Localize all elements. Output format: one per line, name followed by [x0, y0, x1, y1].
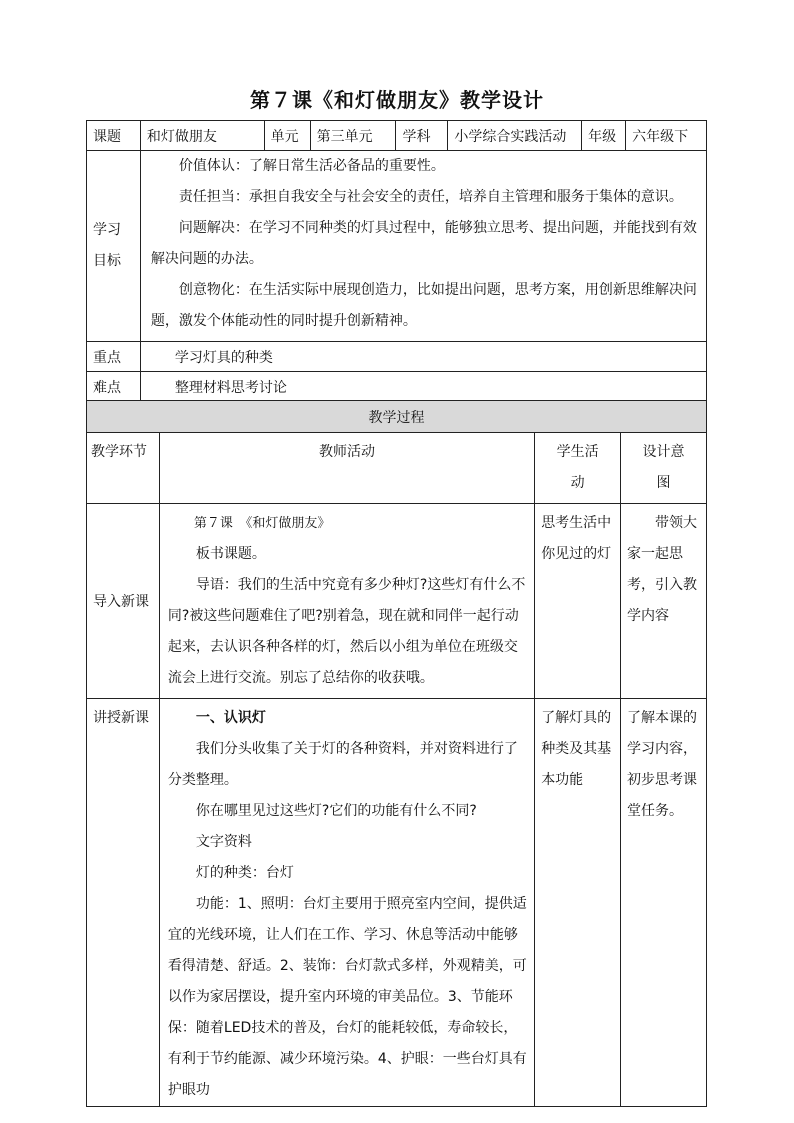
col-design [621, 433, 707, 504]
subject-label: 学科 [396, 121, 448, 151]
info-row [87, 121, 707, 151]
intro-teacher [159, 504, 534, 699]
intro-student: 思考生活中你见过的灯 [535, 504, 621, 699]
new-lesson-para: 你在哪里见过这些灯?它们的功能有什么不同? [195, 803, 477, 819]
new-lesson-heading: 一、认识灯 [195, 710, 266, 726]
key-point-value: 学习灯具的种类 [140, 342, 706, 372]
key-point-row [87, 342, 707, 372]
col-design-line1: 设计意 [642, 444, 685, 460]
new-lesson-para: 功能：1、照明：台灯主要用于照亮室内空间，提供适宜的光线环境，让人们在工作、学习、休息等活动中能够看得清楚、舒适。2、装饰：台灯款式多样，外观精美，可以作为家居摆设，提升室内环境的审美品位。3、节能环保：随着LED技术的普及，台灯的能耗较低，寿命较长，有利于节约能源、减少环境污染。4、护眼：一些台灯具有护眼功 [167, 896, 527, 1098]
objectives-content [140, 151, 706, 342]
objective-item: 价值体认：了解日常生活必备品的重要性。 [178, 158, 445, 174]
new-lesson-para: 我们分头收集了关于灯的各种资料，并对资料进行了分类整理。 [167, 741, 518, 788]
key-point-label: 重点 [87, 342, 141, 372]
process-header-row [87, 401, 707, 433]
objectives-label-line1: 学习 [93, 222, 121, 238]
objective-item: 创意物化：在生活实际中展现创造力，比如提出问题，思考方案，用创新思维解决问题，激发个体能动性的同时提升创新精神。 [150, 282, 697, 329]
course-label: 课题 [87, 121, 141, 151]
grade-label: 年级 [582, 121, 626, 151]
col-teacher: 教师活动 [159, 433, 534, 504]
intro-row [87, 504, 707, 699]
unit-label: 单元 [264, 121, 310, 151]
col-stage: 教学环节 [87, 433, 160, 504]
col-student [535, 433, 621, 504]
new-lesson-para: 文字资料 [195, 834, 252, 850]
course-value: 和灯做朋友 [140, 121, 264, 151]
process-columns-row [87, 433, 707, 504]
unit-value: 第三单元 [310, 121, 396, 151]
intro-lesson-line: 第７课 《和灯做朋友》 [193, 516, 331, 531]
intro-para: 导语：我们的生活中究竟有多少种灯?这些灯有什么不同?被这些问题难住了吧?别着急，现在就和同伴一起行动起来，去认识各种各样的灯，然后以小组为单位在班级交流会上进行交流。别忘了总结你的收获哦。 [167, 577, 526, 686]
col-student-line1: 学生活 [556, 444, 599, 460]
new-lesson-student: 了解灯具的种类及其基本功能 [535, 699, 621, 1107]
difficult-point-value: 整理材料思考讨论 [140, 372, 706, 402]
new-lesson-para: 灯的种类：台灯 [195, 865, 294, 881]
difficult-point-label: 难点 [87, 372, 141, 402]
intro-para: 板书课题。 [195, 546, 266, 562]
objectives-label-line2: 目标 [93, 253, 121, 269]
objective-item: 问题解决：在学习不同种类的灯具过程中，能够独立思考、提出问题，并能找到有效解决问题的办法。 [150, 220, 697, 267]
new-lesson-design: 了解本课的学习内容，初步思考课堂任务。 [621, 699, 707, 1107]
page-title: 第７课《和灯做朋友》教学设计 [250, 88, 544, 112]
subject-value: 小学综合实践活动 [448, 121, 582, 151]
objective-item: 责任担当：承担自我安全与社会安全的责任，培养自主管理和服务于集体的意识。 [178, 189, 683, 205]
intro-stage: 导入新课 [87, 504, 160, 699]
info-table [86, 120, 707, 402]
new-lesson-stage: 讲授新课 [87, 699, 160, 1107]
difficult-point-row [87, 372, 707, 402]
process-header: 教学过程 [87, 401, 707, 433]
grade-value: 六年级下 [626, 121, 707, 151]
intro-design: 带领大家一起思考，引入教学内容 [621, 504, 707, 699]
process-table [86, 400, 707, 1107]
col-student-line2: 动 [570, 475, 585, 491]
new-lesson-row [87, 699, 707, 1107]
new-lesson-teacher [159, 699, 534, 1107]
objectives-row [87, 151, 707, 342]
col-design-line2: 图 [656, 475, 671, 491]
objectives-label [87, 151, 141, 342]
